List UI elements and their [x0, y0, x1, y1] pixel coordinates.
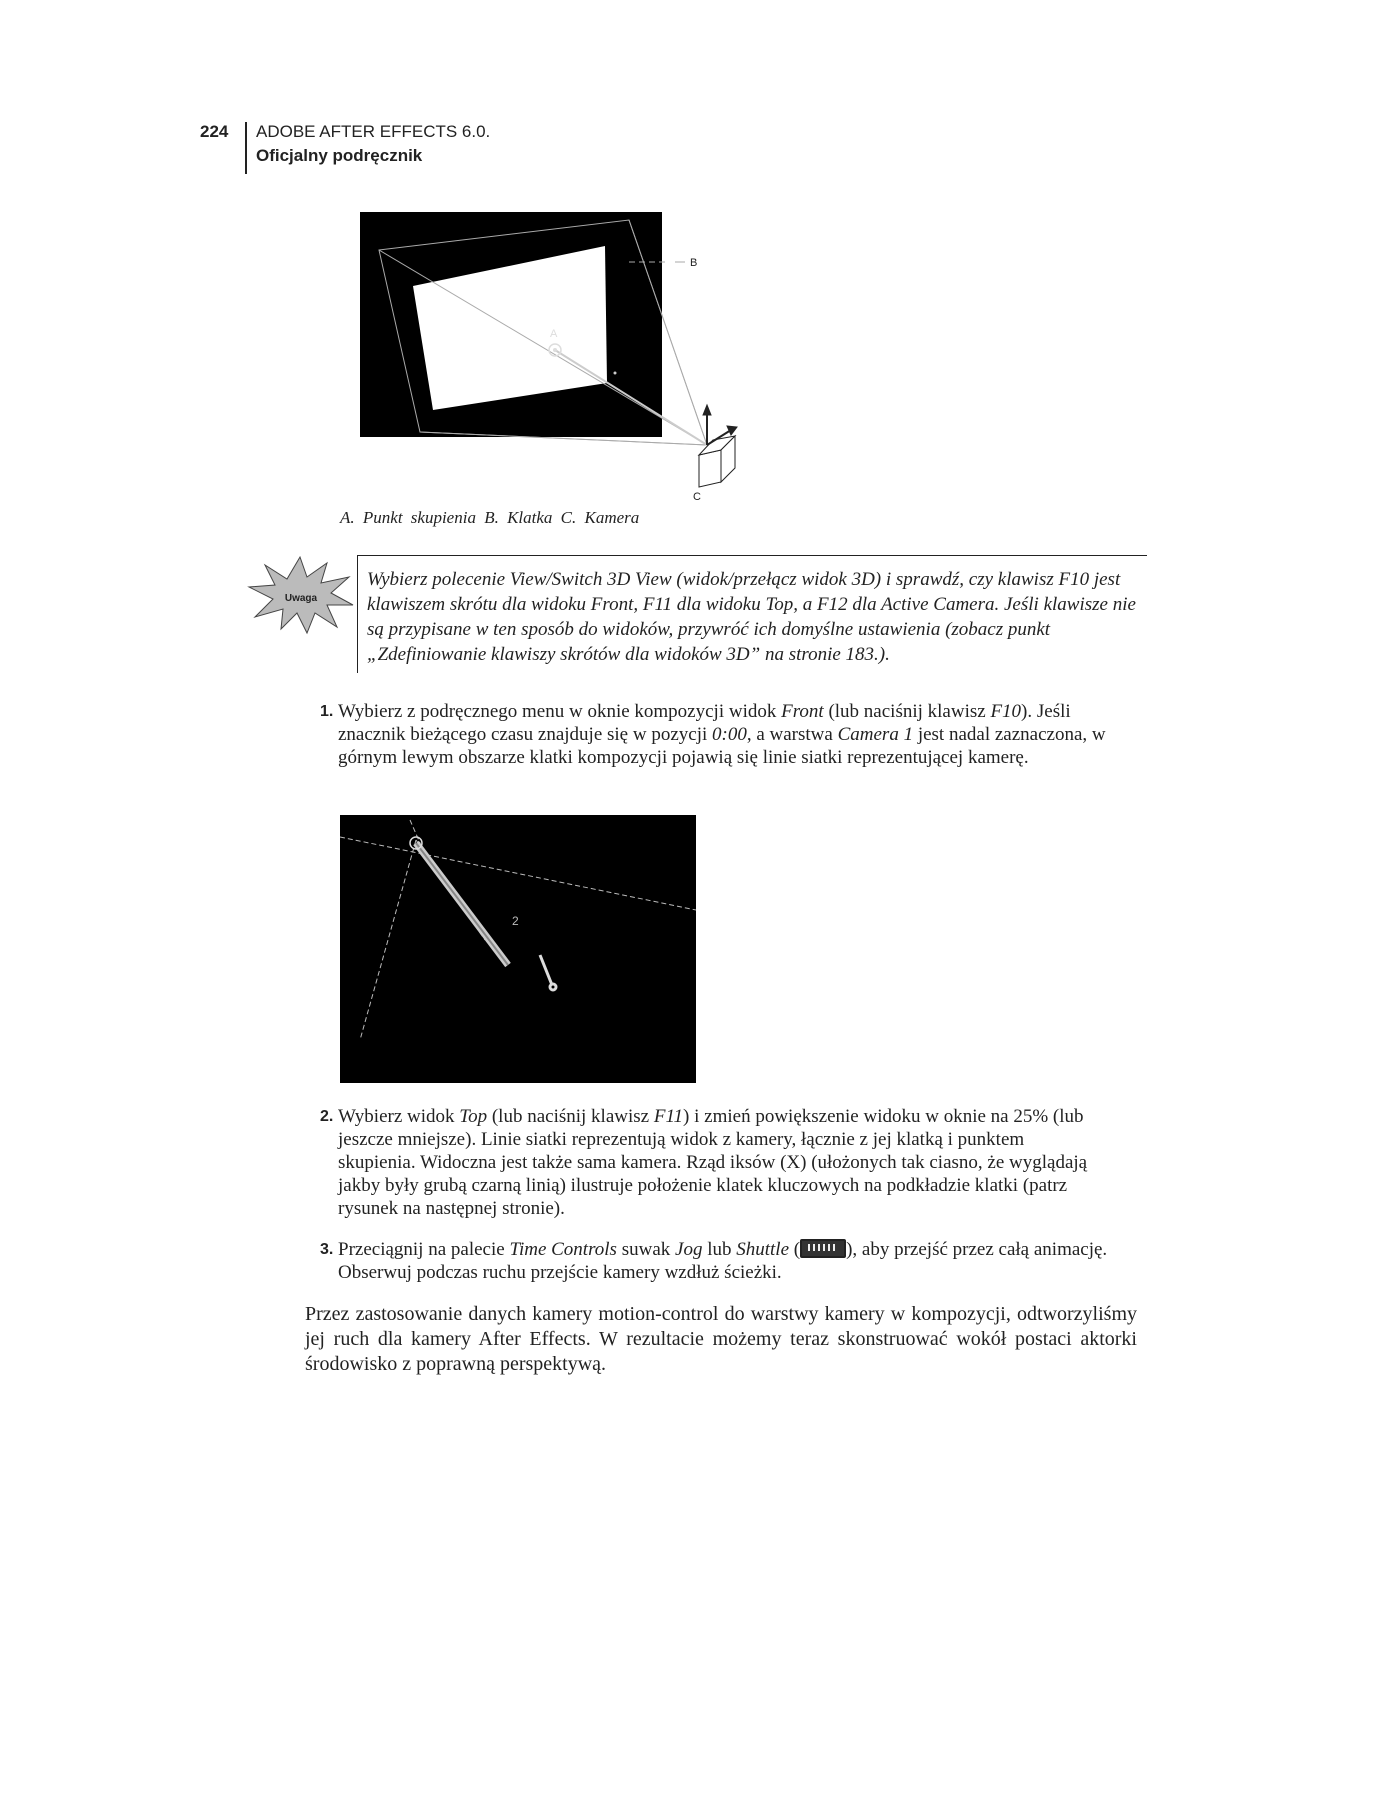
- front-view-figure: [340, 815, 696, 1083]
- label-c: C: [693, 491, 701, 500]
- note-top-rule: [357, 555, 1147, 556]
- camera-icon: [699, 405, 737, 487]
- starburst-badge-icon: [245, 555, 355, 635]
- label-b: B: [690, 257, 698, 269]
- step-text: Wybierz widok Top (lub naciśnij klawisz F11) i zmień powiększenie widoku w oknie na 25% (lub jeszcze mniejsze). Linie siatki reprezentują widok z kamery, łącznie z jej klatką i punktem skupienia. Widoczna jest także sama kamera. Rząd iksów (X) (ułożonych tak ciasno, że wyglądają jakby były grubą czarną linią) ilustruje położenie klatek kluczowych na podkładzie klatki (patrz rysunek na następnej stronie).: [338, 1106, 1088, 1219]
- step-number: 3.: [320, 1241, 334, 1258]
- label-a: A: [550, 328, 558, 340]
- note-left-rule: [357, 555, 358, 673]
- header-divider: [245, 122, 247, 174]
- step-number: 1.: [320, 703, 334, 720]
- step-number: 2.: [320, 1108, 334, 1125]
- page-number: 224: [200, 122, 229, 141]
- svg-text:2: 2: [512, 914, 519, 928]
- book-subtitle: Oficjalny podręcznik: [256, 146, 423, 165]
- note-badge-label: Uwaga: [284, 593, 318, 604]
- step-text: Przeciągnij na palecie Time Controls suwak Jog lub Shuttle ( ), aby przejść przez całą animację. Obserwuj podczas ruchu przejście kamery wzdłuż ścieżki.: [338, 1239, 1108, 1283]
- camera-diagram-figure: [355, 210, 775, 500]
- figure-caption: A. Punkt skupienia B. Klatka C. Kamera: [340, 508, 640, 527]
- note-text: Wybierz polecenie View/Switch 3D View (widok/przełącz widok 3D) i sprawdź, czy klawisz F10 jest klawiszem skrótu dla widoku Front, F11 dla widoku Top, a F12 dla Active Camera. Jeśli klawisze nie są przypisane w ten sposób do widoków, przywróć ich domyślne ustawienia (zobacz punkt „Zdefiniowanie klawiszy skrótów dla widoków 3D” na stronie 183.).: [367, 569, 1136, 665]
- front-view-frame: [340, 815, 696, 1083]
- body-paragraph: Przez zastosowanie danych kamery motion-control do warstwy kamery w kompozycji, odtworzyliśmy jej ruch dla kamery After Effects. W rezultacie możemy teraz skonstruować wokół postaci aktorki środowisko z poprawną perspektywą.: [305, 1303, 1137, 1375]
- book-title: ADOBE AFTER EFFECTS 6.0.: [256, 122, 491, 141]
- step-text: Wybierz z podręcznego menu w oknie kompozycji widok Front (lub naciśnij klawisz F10). Jeśli znacznik bieżącego czasu znajduje się w pozycji 0:00, a warstwa Camera 1 jest nadal zaznaczona, w górnym lewym obszarze klatki kompozycji pojawią się linie siatki reprezentującej kamerę.: [338, 701, 1106, 768]
- shuttle-icon: [800, 1239, 846, 1258]
